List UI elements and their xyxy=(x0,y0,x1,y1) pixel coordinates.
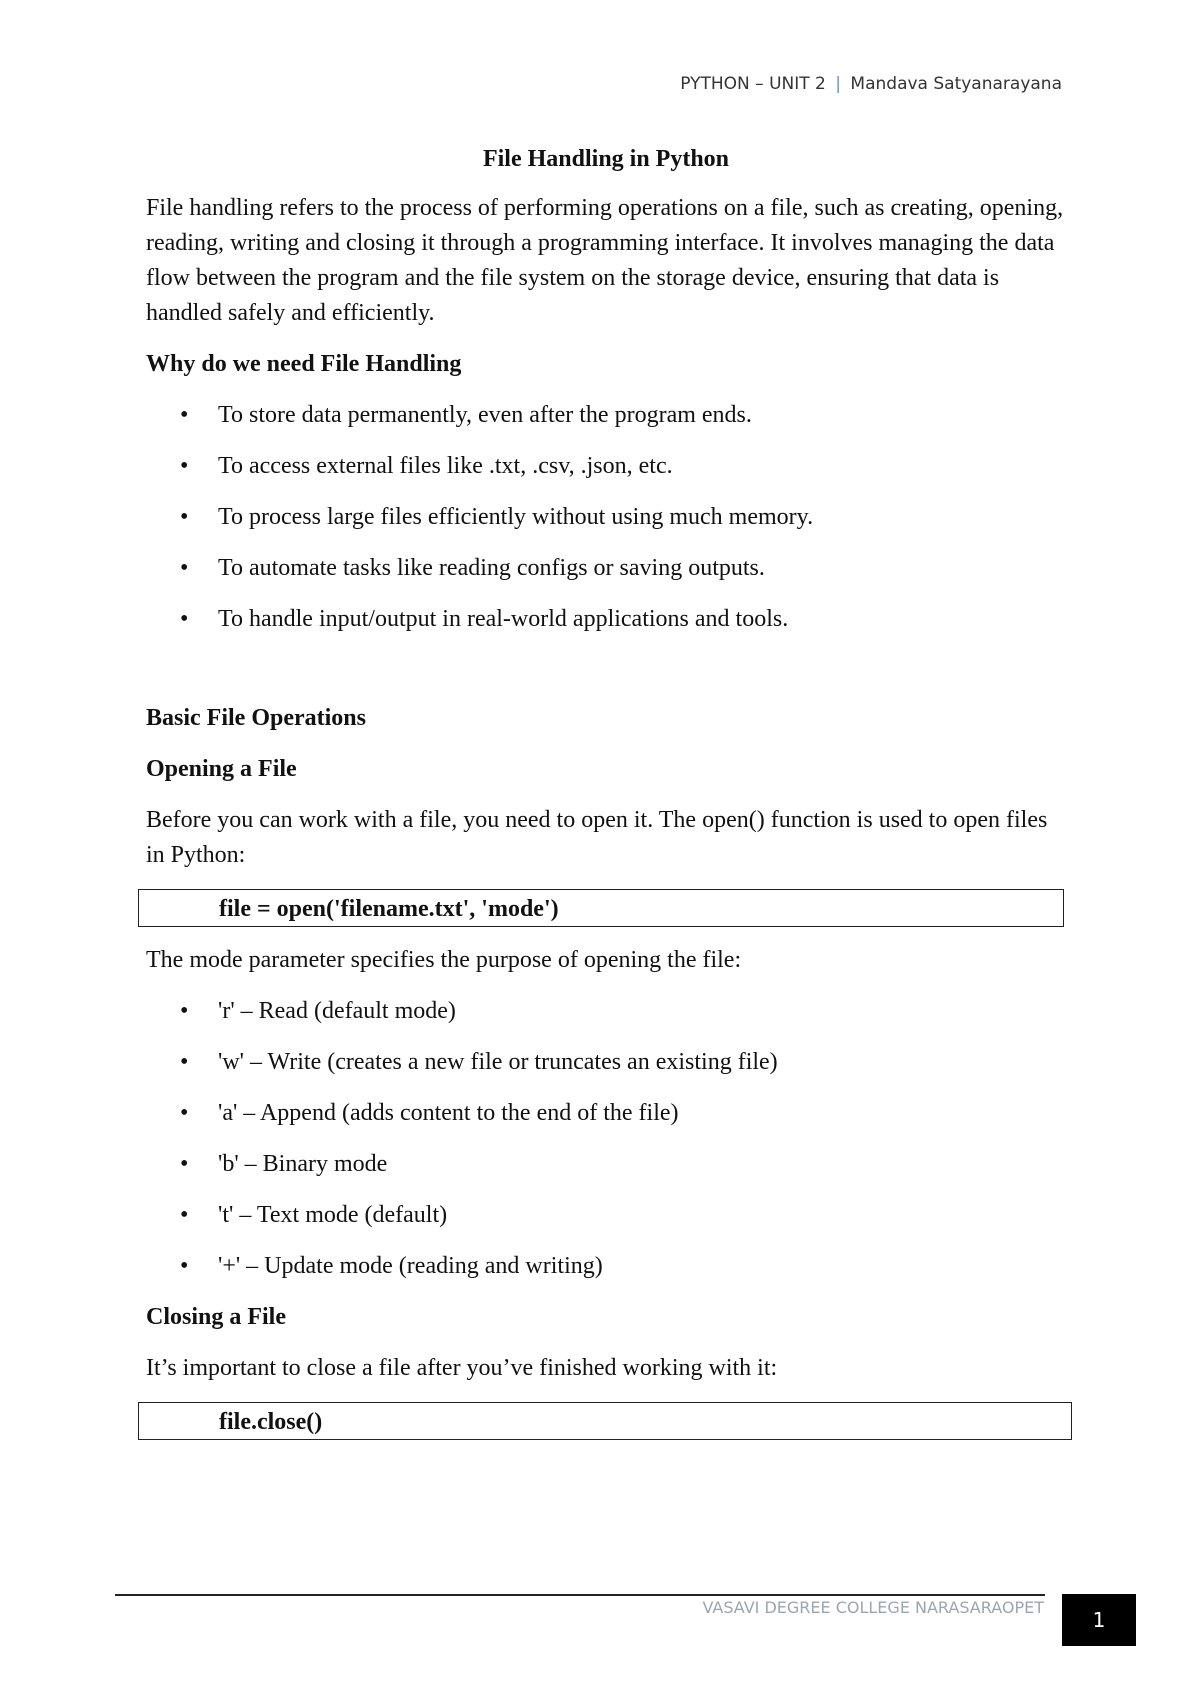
list-item: • 'a' – Append (adds content to the end of the file) xyxy=(146,1096,1066,1131)
page-number: 1 xyxy=(1062,1594,1136,1646)
document-body xyxy=(146,146,1066,1456)
list-item: • To store data permanently, even after the program ends. xyxy=(146,398,1066,433)
bullet-icon: • xyxy=(180,402,189,428)
closing-paragraph: It’s important to close a file after you’ve finished working with it: xyxy=(146,1355,778,1381)
list-item: • To handle input/output in real-world applications and tools. xyxy=(146,602,1066,637)
page-header xyxy=(680,74,1062,94)
closing-heading: Closing a File xyxy=(146,1304,287,1330)
page-title: File Handling in Python xyxy=(482,146,730,172)
footer-divider xyxy=(115,1594,1045,1596)
mode-paragraph: The mode parameter specifies the purpose of opening the file: xyxy=(146,947,742,973)
list-item: • To access external files like .txt, .csv, .json, etc. xyxy=(146,449,1066,484)
bullet-icon: • xyxy=(180,1202,189,1228)
list-item: • To automate tasks like reading configs or saving outputs. xyxy=(146,551,1066,586)
footer-college: VASAVI DEGREE COLLEGE NARASARAOPET xyxy=(702,1598,1044,1617)
close-code-box: file.close() xyxy=(138,1402,1072,1440)
header-author: Mandava Satyanarayana xyxy=(850,74,1062,94)
bullet-icon: • xyxy=(180,1151,189,1177)
list-item: • 'w' – Write (creates a new file or truncates an existing file) xyxy=(146,1045,1066,1080)
list-item: • '+' – Update mode (reading and writing) xyxy=(146,1249,1066,1284)
bullet-icon: • xyxy=(180,606,189,632)
why-heading: Why do we need File Handling xyxy=(146,351,462,377)
basic-operations-heading: Basic File Operations xyxy=(146,705,366,731)
header-separator: | xyxy=(835,74,842,94)
list-item: • 'r' – Read (default mode) xyxy=(146,994,1066,1029)
bullet-icon: • xyxy=(180,1253,189,1279)
bullet-icon: • xyxy=(180,1100,189,1126)
header-unit: PYTHON – UNIT 2 xyxy=(680,74,826,94)
section-spacer xyxy=(146,653,1066,701)
open-code-box: file = open('filename.txt', 'mode') xyxy=(138,889,1064,927)
opening-heading: Opening a File xyxy=(146,756,297,782)
bullet-icon: • xyxy=(180,1049,189,1075)
bullet-icon: • xyxy=(180,998,189,1024)
bullet-icon: • xyxy=(180,504,189,530)
opening-paragraph: Before you can work with a file, you need to open it. The open() function is used to open files in Python: xyxy=(146,807,1048,868)
bullet-icon: • xyxy=(180,555,189,581)
why-list xyxy=(146,398,1066,637)
bullet-icon: • xyxy=(180,453,189,479)
mode-list xyxy=(146,994,1066,1284)
list-item: • To process large files efficiently without using much memory. xyxy=(146,500,1066,535)
intro-paragraph: File handling refers to the process of performing operations on a file, such as creating, opening, reading, writing and closing it through a programming interface. It involves managing the data flow between the program and the file system on the storage device, ensuring that data is handled safely and efficiently. xyxy=(146,195,1064,326)
list-item: • 'b' – Binary mode xyxy=(146,1147,1066,1182)
list-item: • 't' – Text mode (default) xyxy=(146,1198,1066,1233)
